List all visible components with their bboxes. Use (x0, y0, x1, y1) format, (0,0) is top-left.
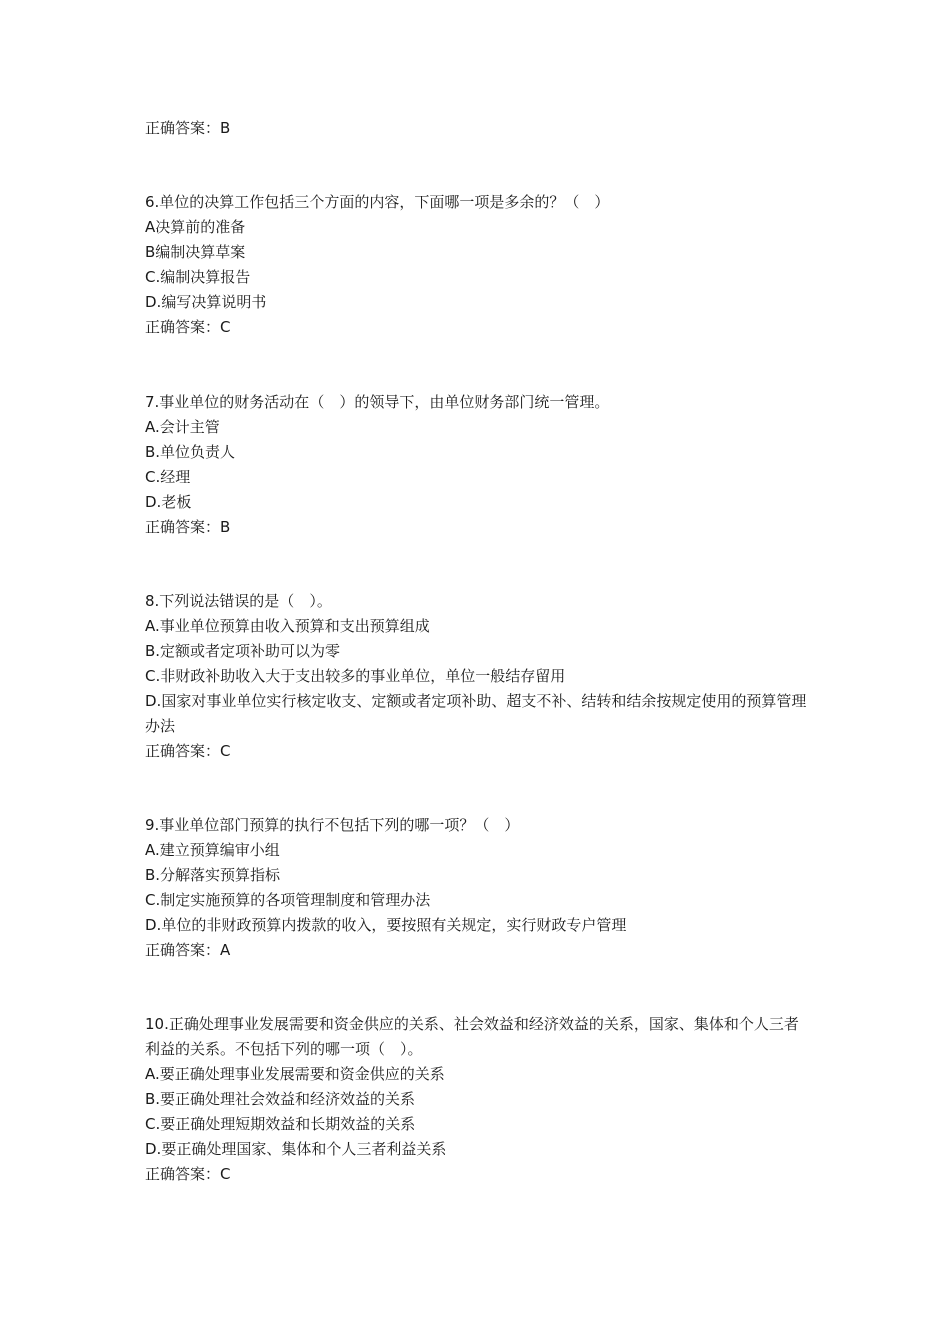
answer: 正确答案：C (145, 742, 231, 760)
option-b: B编制决算草案 (145, 243, 246, 261)
option-c: C.要正确处理短期效益和长期效益的关系 (145, 1115, 416, 1133)
question-stem: 6.单位的决算工作包括三个方面的内容，下面哪一项是多余的？（ ） (145, 193, 610, 211)
option-a: A.事业单位预算由收入预算和支出预算组成 (145, 617, 430, 635)
option-a: A决算前的准备 (145, 218, 246, 236)
option-c: C.制定实施预算的各项管理制度和管理办法 (145, 891, 431, 909)
option-b: B.要正确处理社会效益和经济效益的关系 (145, 1090, 416, 1108)
answer: 正确答案：B (145, 518, 231, 536)
option-b: B.单位负责人 (145, 443, 236, 461)
option-d: D.编写决算说明书 (145, 293, 267, 311)
option-b: B.定额或者定项补助可以为零 (145, 642, 341, 660)
question-stem: 8.下列说法错误的是（ ）。 (145, 592, 332, 610)
answer: 正确答案：C (145, 1165, 231, 1183)
option-c: C.编制决算报告 (145, 268, 251, 286)
prev-answer: 正确答案：B (145, 119, 231, 137)
question-stem: 9.事业单位部门预算的执行不包括下列的哪一项？（ ） (145, 816, 520, 834)
option-a: A.建立预算编审小组 (145, 841, 280, 859)
option-b: B.分解落实预算指标 (145, 866, 281, 884)
answer: 正确答案：C (145, 318, 231, 336)
option-c: C.非财政补助收入大于支出较多的事业单位，单位一般结存留用 (145, 667, 566, 685)
option-c: C.经理 (145, 468, 191, 486)
question-stem: 7.事业单位的财务活动在（ ）的领导下，由单位财务部门统一管理。 (145, 393, 610, 411)
option-d: D.老板 (145, 493, 192, 511)
option-d: D.国家对事业单位实行核定收支、定额或者定项补助、超支不补、结转和结余按规定使用的预算管理办法 (145, 692, 807, 735)
option-a: A.会计主管 (145, 418, 220, 436)
question-stem: 10.正确处理事业发展需要和资金供应的关系、社会效益和经济效益的关系，国家、集体和个人三者利益的关系。不包括下列的哪一项（ ）。 (145, 1015, 799, 1058)
option-d: D.单位的非财政预算内拨款的收入，要按照有关规定，实行财政专户管理 (145, 916, 627, 934)
answer: 正确答案：A (145, 941, 231, 959)
option-a: A.要正确处理事业发展需要和资金供应的关系 (145, 1065, 445, 1083)
option-d: D.要正确处理国家、集体和个人三者利益关系 (145, 1140, 447, 1158)
